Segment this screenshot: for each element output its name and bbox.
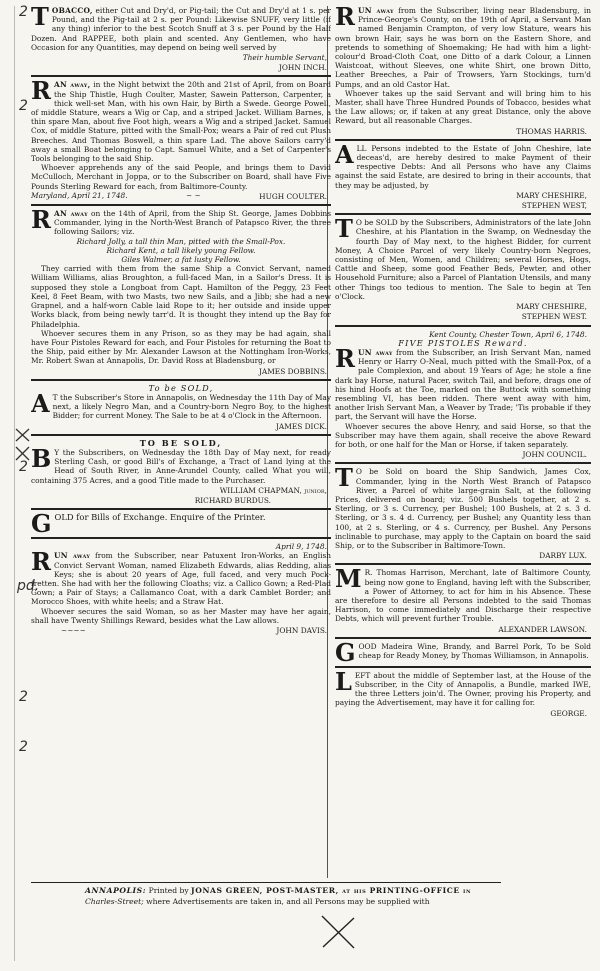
advert-text: T the Subscriber's Store in Annapolis, on Wednesday the 11th Day of May next, a likely Negro Man, and a Country-born Negro Boy, to the highest Bidder; for current Money. The Sale to be at 4 o'Clock in the Afternoon. bbox=[52, 392, 331, 421]
handwritten-note: ~~~~ bbox=[61, 625, 86, 635]
advert-signature: DARBY LUX. bbox=[539, 551, 587, 561]
advert-lead: AN away bbox=[53, 209, 88, 219]
drop-cap: G bbox=[335, 637, 356, 667]
section-rule bbox=[31, 379, 331, 381]
advert-text: Whoever apprehends any of the said People, and brings them to David McCulloch, Merchant in Joppa, or to the Subscriber on Board, shall have Five Pounds Sterling Reward for each, from Baltimore-County. bbox=[31, 163, 331, 191]
printer-imprint bbox=[85, 882, 585, 907]
advert-signature: ALEXANDER LAWSON. bbox=[498, 624, 587, 634]
drop-cap: R bbox=[335, 343, 355, 373]
advert-signature: STEPHEN WEST. bbox=[521, 312, 587, 322]
advert-heading: To be SOLD, bbox=[148, 382, 214, 393]
thistle-runaway-advert bbox=[31, 76, 331, 201]
advert-text: O be SOLD by the Subscribers, Administrators of the late John Cheshire, at his Plantation in the Swamp, on Wednesday the fourth Day of May next, to the highest Bidder, for current Money, A Choice Parcel of very likely Country-born Negroes, consisting of Men, Women, and Children; several Horses, Hogs, Cattle and Sheep, some good Feather Beds, Pewter, and other Household Furniture; also a Parcel of Plantation Utensils, and many other Things too tedious to mention. The Sale to begin at Ten o'Clock. bbox=[335, 218, 591, 301]
section-rule bbox=[31, 204, 331, 206]
left-bundle-advert bbox=[335, 666, 591, 718]
drop-cap: R bbox=[31, 205, 51, 235]
handwritten-note: ~ ~ bbox=[186, 190, 201, 200]
cheshire-sale-advert bbox=[335, 214, 591, 322]
margin-mark: pd. bbox=[17, 578, 40, 594]
drop-cap: B bbox=[31, 443, 52, 473]
gold-advert bbox=[31, 509, 331, 539]
advert-text: They carried with them from the same Ship a Convict Servant, named William Williams, alias Broughton, a full-faced Man, in a Sailor's Dress. It is supposed they stole a Longboat from Capt. Hamilton of the Peggy, 23 Feet Keel, 8 Feet Beam, with two Masts, two new Sails, and a Jibb; she had a new Grapnel, and a half-worn Cable laid Rope to it; her outside and inside upper Works black, from being newly tarr'd. It is thought they intend up the Bay for Philadelphia. bbox=[31, 264, 331, 329]
advert-lead: UN away bbox=[53, 551, 91, 561]
advert-text: from the Subscriber, an Irish Servant Man, named Henry or Harry O-Neal, much pitted with the Small-Pox, of a pale Complexion, and about 19 Years of Age; he stole a fine dark bay Horse, natural Pacer, switch Tail, and before, drags one of his hind Hoofs at the Toe, marked on the Buttock with something resembling VI, has been ridden. There went away with him, another Irish Servant Man, a Weaver by Trade; 'Tis probable if they part, the Servant will have the Horse. bbox=[335, 347, 591, 422]
advert-text: Whoever takes up the said Servant and will bring him to his Master, shall have Three Hundred Pounds of Tobacco, besides what the Law allows; or, if taken at any great Distance, only the above Reward, but all reasonable Charges. bbox=[335, 88, 591, 126]
advert-closing: Their humble Servant, bbox=[242, 53, 327, 63]
advert-text: EFT about the middle of September last, at the House of the Subscriber, in the City of Annapolis, a Bundle, marked IWE, the three Letters join'd. The Owner, proving his Property, and paying the Advertisement, may have it for calling for. bbox=[335, 670, 591, 708]
advert-date: Kent County, Chester Town, April 6, 1748. bbox=[429, 329, 587, 339]
section-rule bbox=[335, 462, 591, 464]
margin-mark: 2 bbox=[19, 4, 28, 20]
negro-sale-advert bbox=[31, 384, 331, 431]
advert-signature: WILLIAM CHAPMAN, junior, bbox=[219, 485, 327, 495]
section-rule bbox=[31, 537, 331, 539]
advert-lead: UN away bbox=[357, 347, 393, 357]
section-rule bbox=[31, 75, 331, 77]
advert-heading: FIVE PISTOLES Reward. bbox=[398, 337, 528, 348]
advert-text: either Cut and Dry'd, or Pig-tail; the Cut and Dry'd at 1 s. per Pound, and the Pig-tail at 2 s. per Pound: Likewise SNUFF, very little (if any thing) inferior to the best Scotch Snuff at 3 s. per Pound by the Half Dozen. And RAPPEE, both plain and scented. Any Gentlemen, who have Occasion for any Quantities, may depend on being well served by bbox=[31, 6, 331, 52]
advert-lead: OBACCO, bbox=[51, 6, 93, 15]
imprint-street: Charles-Street; bbox=[85, 897, 144, 906]
imprint-text: where Advertisements are taken in, and all Persons may be supplied with bbox=[143, 897, 430, 906]
section-rule bbox=[335, 325, 591, 327]
runaway-name: Richard Jolly, a tall thin Man, pitted with the Small-Pox. bbox=[76, 236, 286, 246]
drop-cap: R bbox=[335, 6, 355, 31]
margin-mark: 2 bbox=[19, 98, 28, 114]
advert-text: from the Subscriber, near Patuxent Iron-Works, an English Convict Servant Woman, named Elizabeth Edwards, alias Redding, alias Keys; she is about 20 years of Age, full faced, and very much Pock-fretten. She had with her the following Cloaths; viz. a Callico Gown; a Red-Plad Gown; a Pair of Stays; a Callamanco Coat, with a dark Camblet Border; and Morocco Shoes, with white heels; and a Straw Hat. bbox=[31, 551, 331, 607]
advert-signature: JAMES DICK. bbox=[275, 421, 327, 431]
advert-signature: JOHN DAVIS. bbox=[276, 625, 327, 635]
land-sale-advert bbox=[31, 439, 331, 505]
section-rule bbox=[31, 508, 331, 510]
drop-cap: R bbox=[31, 76, 51, 106]
drop-cap: A bbox=[335, 139, 354, 169]
advert-signature: JAMES DOBBINS. bbox=[258, 366, 327, 376]
advert-signature: JOHN COUNCIL. bbox=[522, 450, 587, 460]
section-rule bbox=[335, 563, 591, 565]
runaway-name: Richard Kent, a tall likely young Fellow. bbox=[106, 245, 256, 255]
margin-cross-mark bbox=[13, 426, 33, 464]
drop-cap: R bbox=[31, 547, 51, 577]
advert-date: Maryland, April 21, 1748. bbox=[31, 190, 128, 200]
section-rule bbox=[335, 139, 591, 141]
section-rule bbox=[335, 213, 591, 215]
handwritten-x-mark bbox=[318, 912, 358, 952]
advert-text: O be Sold on board the Ship Sandwich, James Cox, Commander, lying in the North West Branch of Patapsco River, a Parcel of white large-grain Salt, at the following Prices, delivered on board; viz. 500 Bushels together, at 2 s. Sterling, or 3 s. Currency, per Bushel; 100 Bushels, at 2 s. 3 d. Sterling, or 3 s. 4 d. Currency, per Bushel; any Quantity less than 100, at 2 s. Sterling, or 4 s. Currency, per Bushel. Any Persons inclinable to purchase, may apply to the Captain on board the said Ship, or to the Subscriber in Baltimore-Town. bbox=[335, 467, 591, 550]
newspaper-page bbox=[14, 6, 589, 961]
section-rule bbox=[335, 637, 591, 639]
advert-text: in the Night betwixt the 20th and 21st of April, from on Board the Ship Thistle, Hugh Coulter, Master, Sawein Patterson, Carpenter, a thick well-set Man, with his own Hair, by Birth a Swede. George Powell, of middle Stature, wears a Wig or Cap, and a striped Jacket. William Barnes, a thin spare Man, about five Foot high, wears a Wig and a striped Jacket. Samuel Cox, of middle Stature, pitted with the Small-Pox; wears a Pair of red cut Plush Breeches. And Thomas Boswell, a thin spare Lad. The above Sailors carry'd away a small Boat belonging to Capt. Samuel White, and a Set of Carpenter's Tools belonging to the said Ship. bbox=[31, 80, 331, 164]
salt-sale-advert bbox=[335, 463, 591, 561]
advert-signature: RICHARD BURDUS. bbox=[194, 495, 271, 505]
advert-text: from the Subscriber, living near Bladensburg, in Prince-George's County, on the 19th of April, a Servant Man named Benjamin Crampton, of very low Stature, wears his own brown Hair, says he was born on the Eastern Shore, and pretends to something of Shoemaking; He had with him a light-colour'd Broad-Cloth Coat, one Ditto of a dark Colour, a Linnen Waistcoat, without Sleeves, one white Shirt, one brown Ditto, Leather Breeches, a Pair of Trowsers, Yarn Stockings, turn'd Pumps, and an old Castor Hat. bbox=[335, 6, 591, 89]
right-column bbox=[335, 6, 591, 721]
imprint-text: Printed by bbox=[146, 886, 192, 895]
drop-cap: G bbox=[31, 509, 52, 539]
advert-signature: JOHN INCH. bbox=[278, 63, 327, 73]
drop-cap: A bbox=[31, 388, 50, 418]
advert-signature: MARY CHESHIRE, bbox=[516, 302, 587, 312]
cheshire-debts-advert bbox=[335, 139, 591, 211]
advert-text: R. Thomas Harrison, Merchant, late of Baltimore County, being now gone to England, having left with the Subscriber, a Power of Attorney, to act for him in his Absence. These are therefore to desire all Persons indebted to the said Thomas Harrison, to come immediately and Discharge their respective Debts, which will prevent further Trouble. bbox=[335, 568, 591, 624]
advert-text: OOD Madeira Wine, Brandy, and Barrel Pork, To be Sold cheap for Ready Money, by Thomas Williamson, in Annapolis. bbox=[358, 641, 591, 660]
drop-cap: M bbox=[335, 564, 362, 594]
advert-heading: TO BE SOLD, bbox=[139, 437, 223, 448]
advert-signature: MARY CHESHIRE, bbox=[516, 190, 587, 200]
harrison-advert bbox=[335, 564, 591, 634]
advert-text: LL Persons indebted to the Estate of John Cheshire, late deceas'd, are hereby desired to make Payment of their respective Debts: And all Persons who have any Claims against the said Estate, are desired to bring in their accounts, that they may be adjusted, by bbox=[335, 143, 591, 190]
madeira-advert bbox=[335, 637, 591, 667]
advert-text: Whoever secures the said Woman, so as her Master may have her again, shall have Twenty Shillings Reward, besides what the Law allows. bbox=[31, 606, 331, 625]
tobacco-advert bbox=[31, 6, 331, 72]
drop-cap: T bbox=[335, 463, 353, 493]
margin-mark: 2 bbox=[19, 689, 28, 705]
advert-lead: UN away bbox=[357, 6, 394, 15]
imprint-printer: JONAS GREEN, bbox=[191, 886, 263, 895]
advert-signature: HUGH COULTER. bbox=[259, 191, 327, 201]
advert-signature: THOMAS HARRIS. bbox=[516, 126, 587, 136]
crampton-runaway-advert bbox=[335, 6, 591, 136]
advert-text: Y the Subscribers, on Wednesday the 18th Day of May next, for ready Sterling Cash, or good Bill's of Exchange, a Tract of Land lying at the Head of South River, in Anne-Arundel County, called What you will, containing 375 Acres, and a good Title made to the Purchaser. bbox=[31, 447, 331, 485]
drop-cap: T bbox=[335, 214, 353, 244]
advert-date: April 9, 1748. bbox=[275, 542, 327, 552]
margin-mark: 2 bbox=[19, 739, 28, 755]
drop-cap: L bbox=[335, 666, 352, 696]
advert-signature: GEORGE. bbox=[550, 708, 587, 718]
left-column bbox=[31, 6, 331, 638]
advert-text: Whoever secures them in any Prison, so as they may be had again, shall have Four Pistoles Reward for each, and Four Pistoles for returning the Boat to the Ship, paid either by Mr. Alexander Lawson at the Nottingham Iron-Works, Mr. Robert Swan at Annapolis, Dr. David Ross at Bladensburg, or bbox=[31, 328, 331, 366]
advert-text: Whoever secures the above Henry, and said Horse, so that the Subscriber may have them again, shall receive the above Reward for both, or one half for the Man or Horse, if taken separately. bbox=[335, 421, 591, 449]
advert-lead: AN away, bbox=[53, 80, 91, 90]
advert-text: OLD for Bills of Exchange. Enquire of the Printer. bbox=[54, 512, 266, 523]
advert-signature: STEPHEN WEST, bbox=[521, 201, 587, 211]
runaway-name: Giles Walmer, a fat lusty Fellow. bbox=[121, 255, 241, 265]
advert-text: on the 14th of April, from the Ship St. George, James Dobbins Commander, lying in the North-West Branch of Patapsco River, the three following Sailors; viz. bbox=[53, 209, 331, 237]
section-rule bbox=[31, 434, 331, 436]
st-george-runaway-advert bbox=[31, 205, 331, 376]
section-rule bbox=[335, 666, 591, 668]
margin-mark: 2 bbox=[19, 459, 28, 475]
imprint-place: ANNAPOLIS: bbox=[85, 886, 147, 895]
drop-cap: T bbox=[31, 6, 49, 31]
convict-woman-advert bbox=[31, 542, 331, 635]
kent-runaway-advert bbox=[335, 330, 591, 460]
footer-rule bbox=[31, 882, 501, 883]
imprint-text: POST-MASTER, at his PRINTING-OFFICE in bbox=[262, 886, 472, 895]
